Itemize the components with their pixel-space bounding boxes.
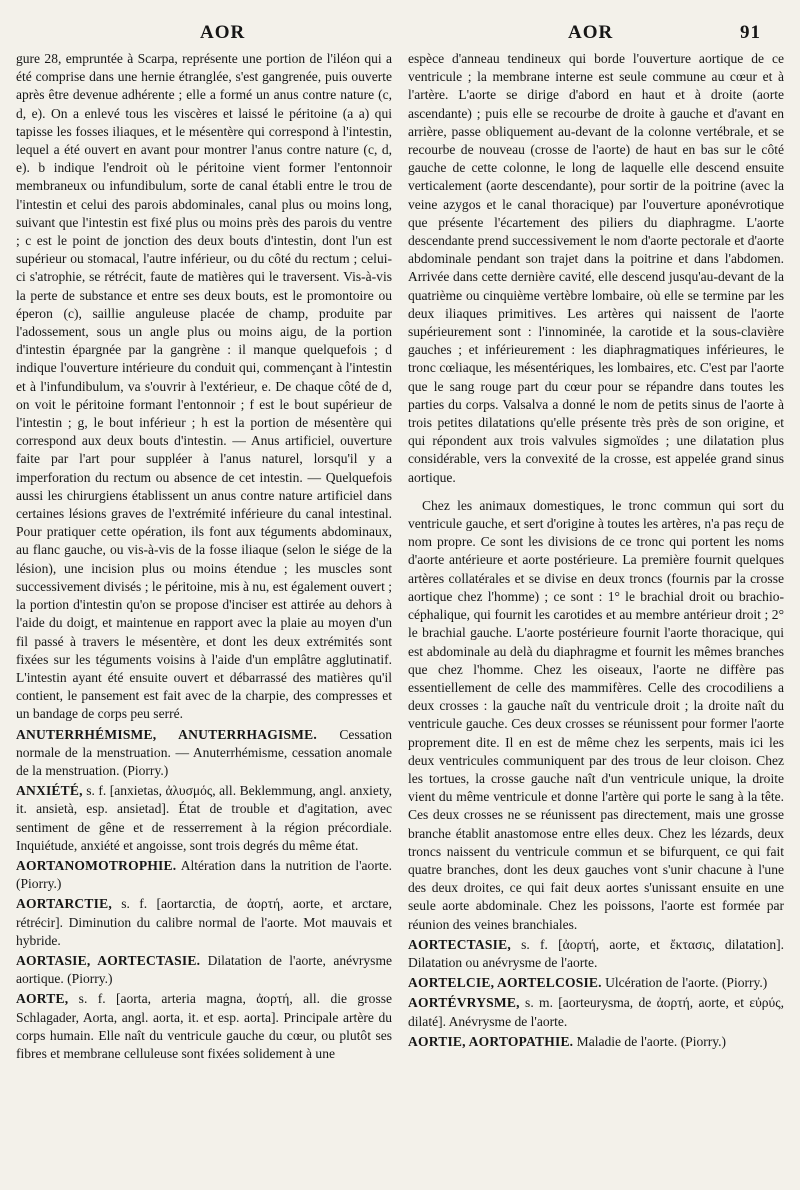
headword: AORTECTASIE, [408, 936, 511, 952]
entry-body: Ulcération de l'aorte. (Piorry.) [601, 975, 768, 991]
paragraph-gap [408, 487, 784, 497]
aorte-continuation-paragraph: espèce d'anneau tendineux qui borde l'ouverture aortique de ce ventricule ; la membrane interne est seule commune au cœur et à l'artère. L'aorte se dirige d'abord en haut et à droite (aorte ascendante) ; puis elle se recourbe de droite à gauche et d'avant en arrière, passe obliquement au-devant de la colonne vertébrale, et se recourbe de nouveau (crosse de l'aorte) de haut en bas sur le côté gauche de cette colonne, le long de laquelle elle descend ensuite verticalement (aorte descendante), pour sortir de la poitrine (avec la veine azygos et le canal thoracique) par l'ouverture aponévrotique que présente l'écartement des piliers du diaphragme. L'aorte descendante prend successivement le nom d'aorte pectorale et d'aorte abdominale pendant son trajet dans la poitrine et dans l'abdomen. Arrivée dans cette dernière cavité, elle descend jusqu'au-devant de la quatrième ou cinquième vertèbre lombaire, où elle se termine par les deux iliaques primitives. Les artères qui naissent de l'aorte supérieurement sont : l'innominée, la carotide et la sous-clavière gauches ; et inférieurement : les diaphragmatiques inférieures, le tronc cœliaque, les mésentériques, les lombaires, etc. C'est par l'aorte que le sang rouge part du cœur pour se répandre dans toutes les parties du corps. Valsalva a donné le nom de petits sinus de l'aorte à trois petites dilatations qu'elle présente très près de son origine, et qui répondent aux trois valvules sigmoïdes ; une dilatation plus considérable, vers la convexité de la crosse, est appelée grand sinus aortique. [408, 51, 784, 485]
text-columns [16, 50, 782, 1180]
entry-body: s. f. [aorta, arteria magna, ἀορτή, all. die grosse Schlagader, Aorta, angl. aorta, it. et esp. aorta]. Principale artère du corps humain. Elle naît du ventricule gauche du cœur, ou plutôt ses fibres et membrane celluleuse sont fixées solidement à une [16, 991, 392, 1061]
entry-aortelcie [408, 974, 784, 992]
entry-body: s. f. [ἀορτή, aorte, et ἔκτασις, dilatation]. Dilatation ou anévrysme de l'aorte. [408, 936, 784, 970]
entry-body: Dilatation de l'aorte, anévrysme aortique. (Piorry.) [16, 952, 392, 987]
entry-aortevrysme [408, 994, 784, 1030]
entry-body: s. f. [anxietas, ἀλυσμός, all. Beklemmung, angl. anxiety, it. ansietà, esp. ansietad]. État de trouble et d'agitation, avec sentiment de gêne et de resserrement à la région précordiale. Inquiétude, anxiété et angoisse, sont trois degrés du même état. [16, 783, 392, 853]
right-column [408, 50, 784, 1180]
headword: AORTIE, AORTOPATHIE. [408, 1033, 574, 1049]
left-column [16, 50, 392, 1180]
entry-aortectasie [408, 936, 784, 972]
entry-body: Maladie de l'aorte. (Piorry.) [573, 1033, 727, 1049]
anus-continuation-paragraph: gure 28, empruntée à Scarpa, représente une portion de l'iléon qui a été comprise dans une hernie étranglée, s'est gangrenée, puis ouverte après être devenue adhérente ; elle a formé un anus contre nature (c, d, e). On a enlevé tous les viscères et laissé le péritoine (a a) qui tapisse les fosses iliaques, et le mésentère qui correspond à l'intestin, lequel a été ouvert en avant pour montrer l'anus contre nature (c, d, e). b indique l'endroit où le péritoine vient former l'entonnoir membraneux ou infundibulum, sorte de canal établi entre le trou de l'intestin et celui des parois abdominales, canal plus ou moins long, suivant que l'intestin est fixé plus ou moins près des parois du ventre ; c est le point de jonction des deux bouts d'intestin, dont l'un est supérieur ou stomacal, l'autre inférieur, ou du côté du rectum ; celui-ci s'atrophie, se rétrécit, faute de matières qui le traversent. Vis-à-vis la perte de substance et entre ses deux bouts, est le promontoire ou éperon (c), saillie anguleuse placée de champ, produite par l'adossement, sous un angle plus ou moins aigu, de la portion d'intestin épargnée par la gangrène : il manque quelquefois ; d indique l'ouverture intérieure du conduit qui, commençant à l'intestin et à l'infundibulum, va s'ouvrir à l'extérieur, e. De chaque côté de d, on voit le péritoine formant l'entonnoir ; f est le bout supérieur de l'intestin ; g, le bout inférieur ; h est la portion de mésentère qui correspond aux deux bouts d'intestin. — Anus artificiel, ouverture faite par l'art pour suppléer à l'anus naturel, lorsqu'il y a imperforation du rectum ou absence de cet intestin. — Quelquefois aussi les chirurgiens établissent un anus contre nature artificiel dans certaines lésions graves de l'extrémité inférieure du canal intestinal. Pour pratiquer cette opération, ils font aux téguments abdominaux, au flanc gauche, ou vis-à-vis de la fosse iliaque (selon le siége de la lésion), une incision plus ou moins étendue ; les muscles sont successivement divisés ; le péritoine, mis à nu, est également ouvert ; la portion d'intestin qu'on se propose d'inciser est attirée au dehors à l'aide du doigt, et maintenue en rapport avec la plaie au moyen d'un fil passé à travers le mésentère, et dont les deux extrémités sont fixées sur les téguments voisins à l'aide d'un emplâtre agglutinatif. L'intestin ayant été ensuite ouvert et débarrassé des matières qu'il contient, le pansement est fait avec de la charpie, des compresses et un bandage de corps peu serré. [16, 51, 392, 722]
headword: ANXIÉTÉ, [16, 783, 83, 799]
entry-aortanomotrophie [16, 857, 392, 893]
aorte-veterinary-paragraph: Chez les animaux domestiques, le tronc commun qui sort du ventricule gauche, et sert d'origine à toutes les artères, n'a pas reçu de nom propre. Ce sont les divisions de ce tronc qui portent les noms d'aorte antérieure et aorte postérieure. La première fournit quelques artères collatérales et se divise en deux troncs (fournis par la crosse aortique chez l'homme) ; ce sont : 1° le brachial droit ou brachio-céphalique, qui fournit les carotides et au membre antérieur droit ; 2° le brachial gauche. L'aorte postérieure fournit l'aorte thoracique, qui est abdominale au delà du diaphragme et fournit les mêmes branches que chez l'homme. Chez les oiseaux, l'aorte ne diffère pas essentiellement de celle des mammifères. Celle des crocodiliens a deux crosses : la gauche naît du ventricule droit ; la droite naît du ventricule gauche. Ces deux crosses se réunissent pour former l'aorte proprement dite. Il en est de même chez les serpents, mais ici les deux ventricules communiquent par des trous de leur cloison. Chez les tortues, la crosse gauche naît d'un ventricule unique, la droite vient du même ventricule et donne l'artère qui porte le sang à la tête. Ces deux crosses ne se réunissent pas directement, mais une grosse branche établit anastomose entre elles deux. Chez les lézards, deux troncs naissent du ventricule commun et se bifurquent, ce qui fait quatre branches, dont les deux gauches vont s'unir chacune à l'une des deux droites, ce qui fait deux aortes s'unissant ensuite en une seule aorte abdominale. Chez les poissons, l'aorte est formée par réunion des veines branchiales. [408, 497, 784, 932]
running-head-right: AOR [568, 22, 614, 43]
entry-aorte [16, 990, 392, 1063]
entry-aortasie [16, 952, 392, 988]
entry-body: Cessation normale de la menstruation. — Anuterrhémisme, cessation anomale de la menstruation. (Piorry.) [16, 726, 392, 778]
entry-body: s. m. [aorteurysma, de ἀορτή, aorte, et εὐρύς, dilaté]. Anévrysme de l'aorte. [408, 995, 784, 1029]
entry-aortie [408, 1033, 784, 1051]
entry-body: s. f. [aortarctia, de ἀορτή, aorte, et arctare, rétrécir]. Diminution du calibre normal de l'aorte. Mot mauvais et hybride. [16, 896, 392, 948]
headword: AORTELCIE, AORTELCOSIE. [408, 975, 602, 991]
entry-anuterrhemisme [16, 726, 392, 781]
running-head [0, 14, 800, 46]
headword: ANUTERRHÉMISME, ANUTERRHAGISME. [16, 726, 317, 742]
headword: AORTANOMOTROPHIE. [16, 857, 177, 873]
running-head-left: AOR [200, 22, 246, 43]
entry-aortarctie [16, 895, 392, 950]
headword: AORTE, [16, 991, 69, 1007]
headword: AORTÉVRYSME, [408, 995, 520, 1011]
headword: AORTARCTIE, [16, 896, 112, 912]
entry-body: Altération dans la nutrition de l'aorte. (Piorry.) [16, 857, 392, 892]
headword: AORTASIE, AORTECTASIE. [16, 952, 201, 968]
entry-anxiete [16, 782, 392, 855]
page-number: 91 [740, 22, 761, 43]
